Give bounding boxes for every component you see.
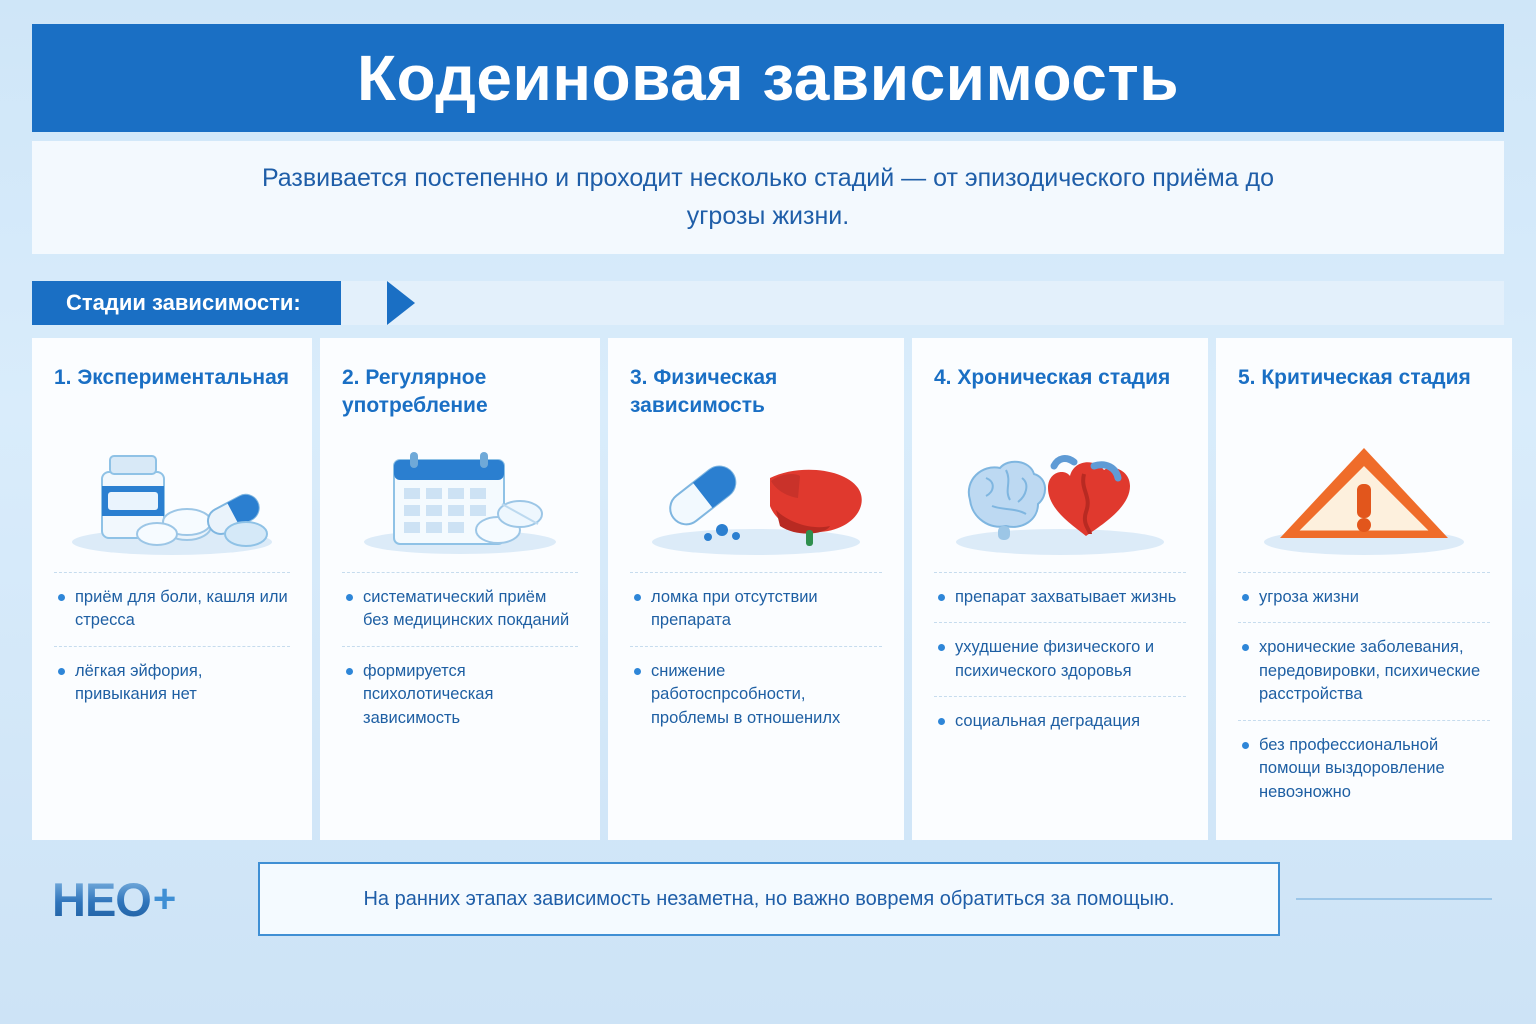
bullet-text: снижение работоспрсобности, проблемы в отношенилх [651, 661, 841, 727]
list-item [54, 572, 290, 646]
bullet-text: хронические заболевания, передовировки, психические расстройства [1259, 638, 1481, 704]
stage-card-5-bullets [1238, 572, 1490, 817]
list-item [1238, 622, 1490, 719]
footer-note-text: На ранних этапах зависимость незаметна, но важно вовремя обратиться за помощыю. [363, 887, 1175, 910]
bullet-dot-icon [938, 644, 945, 651]
bullet-dot-icon [634, 668, 641, 675]
page-title: Кодеиновая зависимость [356, 42, 1180, 114]
stage-card-5 [1216, 338, 1512, 840]
stage-card-2-bullets [342, 572, 578, 743]
logo-plus-icon: + [152, 876, 177, 921]
list-item [934, 622, 1186, 696]
bullet-dot-icon [1242, 594, 1249, 601]
stage-cards [32, 338, 1504, 840]
bullet-text: социальная деградация [955, 712, 1141, 731]
stage-card-4-title: 4. Хроническая стадия [934, 366, 1171, 389]
list-item [934, 572, 1186, 622]
bullet-dot-icon [58, 594, 65, 601]
bullet-text: ломка при отсутствии препарата [651, 588, 818, 630]
bullet-text: угроза жизни [1259, 588, 1359, 606]
banner-arrow-icon [387, 281, 415, 325]
stage-card-4-bullets [934, 572, 1186, 747]
list-item [1238, 720, 1490, 817]
bullet-text: без профессиональной помощи выздоровление невоэножно [1259, 735, 1445, 801]
stage-card-3-title: 3. Физическая зависимость [630, 366, 778, 418]
bullet-dot-icon [346, 668, 353, 675]
banner-label: Стадии зависимости: [66, 290, 301, 315]
bullet-text: приём для боли, кашля или стресса [75, 588, 288, 630]
bullet-text: препарат захватывает жизнь [955, 588, 1177, 606]
bullet-text: лёгкая эйфория, привыкания нет [75, 661, 203, 704]
bullet-dot-icon [1242, 644, 1249, 651]
bullet-dot-icon [634, 594, 641, 601]
bullet-dot-icon [938, 594, 945, 601]
subtitle-text: Развивается постепенно и проходит несколько стадий — от эпизодического приёма до угрозы жизни. [261, 164, 1275, 230]
list-item [630, 572, 882, 646]
stage-card-2-title: 2. Регулярное употребление [342, 366, 488, 418]
bullet-dot-icon [346, 594, 353, 601]
pill-bottle-icon [54, 430, 290, 558]
brain-heart-icon [934, 430, 1186, 558]
banner-label-box [32, 281, 341, 325]
capsule-liver-icon [630, 430, 882, 558]
stage-card-1-title: 1. Экспериментальная [54, 366, 290, 389]
brand-logo [52, 868, 252, 930]
bullet-dot-icon [1242, 742, 1249, 749]
stage-card-3-bullets [630, 572, 882, 743]
stage-card-1-bullets [54, 572, 290, 720]
section-banner [32, 281, 1504, 325]
bullet-dot-icon [938, 718, 945, 725]
list-item [342, 572, 578, 646]
bullet-text: ухудшение физического и психического здоровья [955, 638, 1155, 680]
stage-card-4 [912, 338, 1208, 840]
bullet-text: формируется психолотическая зависимость [363, 661, 494, 727]
list-item [934, 696, 1186, 746]
footer-note [258, 862, 1280, 936]
stage-card-1 [32, 338, 312, 840]
subtitle-panel [32, 141, 1504, 254]
stage-card-2 [320, 338, 600, 840]
list-item [342, 646, 578, 743]
list-item [54, 646, 290, 720]
calendar-pills-icon [342, 430, 578, 558]
stage-card-3 [608, 338, 904, 840]
bullet-text: систематический приём без медицинских покданий [363, 588, 570, 630]
title-bar [32, 24, 1504, 132]
footer-divider [1296, 898, 1492, 900]
logo-text: HEO [52, 872, 151, 926]
list-item [1238, 572, 1490, 622]
stage-card-5-title: 5. Критическая стадия [1238, 366, 1471, 389]
list-item [630, 646, 882, 743]
warning-triangle-icon [1238, 430, 1490, 558]
bullet-dot-icon [58, 668, 65, 675]
